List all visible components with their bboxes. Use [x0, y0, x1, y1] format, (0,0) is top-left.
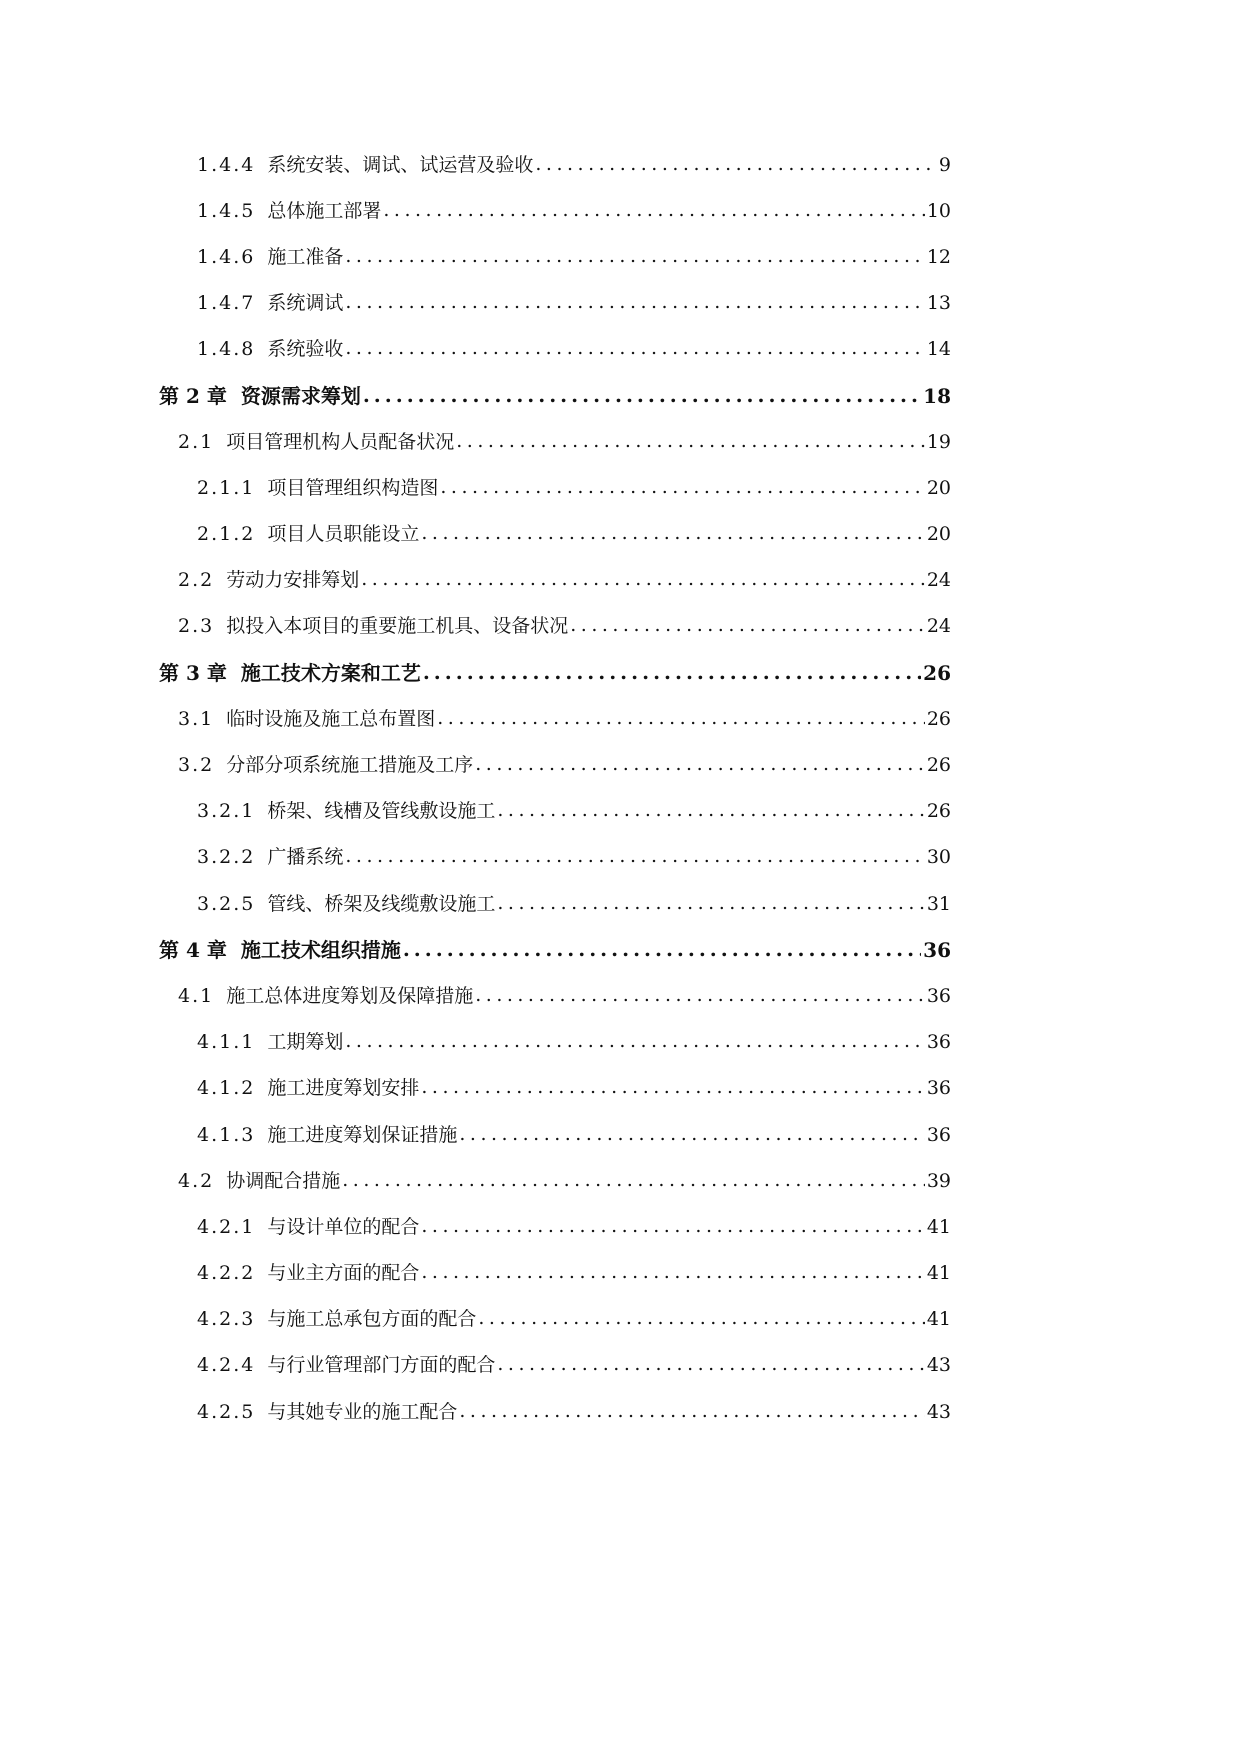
toc-entry-title: 拟投入本项目的重要施工机具、设备状况: [226, 615, 569, 638]
toc-dot-leader: [342, 1169, 925, 1191]
toc-dot-leader: [345, 245, 924, 267]
toc-entry[interactable]: [0, 279, 1103, 325]
toc-dot-leader: [363, 383, 921, 407]
toc-entry-title: 资源需求筹划: [240, 383, 361, 408]
toc-entry-page: 19: [926, 430, 951, 453]
toc-entry-page: 24: [926, 615, 951, 638]
toc-entry-title: 管线、桥架及线缆敷设施工: [267, 892, 496, 915]
toc-entry-number: 4.2.3: [197, 1308, 256, 1331]
toc-entry-title: 系统安装、调试、试运营及验收: [267, 153, 534, 176]
toc-entry-title: 临时设施及施工总布置图: [226, 707, 436, 730]
toc-entry-page: 13: [926, 292, 951, 315]
toc-entry-title: 与其她专业的施工配合: [267, 1400, 458, 1423]
toc-entry-number: 第 2 章: [159, 383, 227, 408]
toc-entry-number: 1.4.6: [197, 245, 256, 268]
toc-dot-leader: [361, 568, 925, 590]
toc-dot-leader: [497, 799, 924, 821]
toc-dot-leader: [570, 614, 925, 636]
toc-entry-title: 广播系统: [267, 846, 344, 869]
toc-entry-page: 20: [926, 523, 951, 546]
toc-entry-page: 36: [926, 984, 951, 1007]
toc-entry-page: 41: [926, 1308, 951, 1331]
toc-entry-page: 30: [926, 846, 951, 869]
toc-dot-leader: [403, 937, 921, 961]
toc-entry-title: 系统验收: [267, 338, 344, 361]
toc-entry-number: 1.4.5: [197, 199, 256, 222]
toc-entry-number: 3.1: [178, 707, 215, 730]
toc-entry-title: 施工技术方案和工艺: [240, 660, 421, 685]
toc-entry-page: 26: [926, 707, 951, 730]
toc-entry[interactable]: [0, 463, 1103, 509]
toc-dot-leader: [437, 707, 925, 729]
toc-dot-leader: [535, 153, 937, 175]
toc-entry-page: 12: [926, 245, 951, 268]
toc-entry-title: 项目管理组织构造图: [267, 476, 439, 499]
toc-entry-title: 施工技术组织措施: [240, 937, 401, 962]
toc-entry-page: 36: [923, 937, 951, 962]
toc-entry-page: 43: [926, 1354, 951, 1377]
toc-entry-page: 9: [938, 153, 951, 176]
toc-entry[interactable]: [0, 833, 1103, 879]
toc-entry-title: 与施工总承包方面的配合: [267, 1308, 477, 1331]
toc-dot-leader: [421, 1076, 924, 1098]
toc-section-entry[interactable]: [0, 1156, 1103, 1202]
toc-entry[interactable]: [0, 879, 1103, 925]
toc-entry-number: 1.4.7: [197, 292, 256, 315]
toc-entry-title: 项目管理机构人员配备状况: [226, 430, 455, 453]
toc-entry-number: 2.2: [178, 569, 215, 592]
toc-entry[interactable]: [0, 1018, 1103, 1064]
toc-entry-title: 工期筹划: [267, 1031, 344, 1054]
toc-entry-number: 第 3 章: [159, 660, 227, 685]
toc-entry-number: 3.2.2: [197, 846, 256, 869]
toc-chapter-entry[interactable]: [0, 371, 1103, 417]
toc-entry-number: 4.2.1: [197, 1215, 256, 1238]
toc-entry-page: 36: [926, 1031, 951, 1054]
toc-entry[interactable]: [0, 1249, 1103, 1295]
toc-dot-leader: [345, 1030, 924, 1052]
toc-entry-title: 与行业管理部门方面的配合: [267, 1354, 496, 1377]
toc-section-entry[interactable]: [0, 602, 1103, 648]
toc-dot-leader: [456, 430, 925, 452]
toc-entry-number: 4.2.5: [197, 1400, 256, 1423]
toc-entry-title: 协调配合措施: [226, 1169, 341, 1192]
toc-entry-number: 4.1.3: [197, 1123, 256, 1146]
toc-entry-number: 4.2: [178, 1169, 215, 1192]
toc-dot-leader: [459, 1123, 924, 1145]
table-of-contents: [0, 140, 1103, 1433]
toc-entry[interactable]: [0, 510, 1103, 556]
toc-entry-page: 36: [926, 1077, 951, 1100]
toc-dot-leader: [383, 199, 924, 221]
toc-entry-number: 2.1: [178, 430, 215, 453]
toc-entry-number: 4.1.1: [197, 1031, 256, 1054]
toc-entry-number: 第 4 章: [159, 937, 227, 962]
toc-entry[interactable]: [0, 1387, 1103, 1433]
toc-entry-page: 24: [926, 569, 951, 592]
toc-dot-leader: [421, 1215, 924, 1237]
toc-entry-page: 26: [926, 754, 951, 777]
toc-entry-page: 39: [926, 1169, 951, 1192]
toc-entry-page: 18: [923, 383, 951, 408]
toc-section-entry[interactable]: [0, 694, 1103, 740]
toc-entry-page: 26: [926, 800, 951, 823]
toc-section-entry[interactable]: [0, 556, 1103, 602]
toc-chapter-entry[interactable]: [0, 925, 1103, 971]
toc-entry[interactable]: [0, 232, 1103, 278]
toc-entry-number: 2.3: [178, 615, 215, 638]
toc-entry-number: 4.1: [178, 984, 215, 1007]
toc-entry-title: 项目人员职能设立: [267, 523, 420, 546]
toc-section-entry[interactable]: [0, 417, 1103, 463]
toc-entry-number: 1.4.4: [197, 153, 256, 176]
toc-entry-title: 与业主方面的配合: [267, 1262, 420, 1285]
toc-entry-page: 14: [926, 338, 951, 361]
toc-entry-page: 36: [926, 1123, 951, 1146]
toc-entry[interactable]: [0, 1064, 1103, 1110]
toc-entry-title: 分部分项系统施工措施及工序: [226, 754, 474, 777]
toc-dot-leader: [459, 1400, 924, 1422]
toc-entry-title: 施工进度筹划保证措施: [267, 1123, 458, 1146]
toc-entry-page: 41: [926, 1215, 951, 1238]
toc-entry-title: 与设计单位的配合: [267, 1215, 420, 1238]
toc-entry-page: 43: [926, 1400, 951, 1423]
toc-entry[interactable]: [0, 1341, 1103, 1387]
toc-entry-title: 桥架、线槽及管线敷设施工: [267, 800, 496, 823]
toc-entry[interactable]: [0, 1295, 1103, 1341]
toc-dot-leader: [345, 291, 924, 313]
toc-entry-number: 4.2.2: [197, 1262, 256, 1285]
toc-entry[interactable]: [0, 325, 1103, 371]
toc-dot-leader: [475, 984, 925, 1006]
toc-entry-page: 31: [926, 892, 951, 915]
toc-entry-number: 3.2: [178, 754, 215, 777]
toc-entry-number: 2.1.2: [197, 523, 256, 546]
toc-dot-leader: [345, 845, 924, 867]
toc-dot-leader: [478, 1307, 924, 1329]
toc-entry-title: 施工总体进度筹划及保障措施: [226, 984, 474, 1007]
toc-dot-leader: [421, 1261, 924, 1283]
toc-entry[interactable]: [0, 140, 1103, 186]
toc-section-entry[interactable]: [0, 971, 1103, 1017]
toc-dot-leader: [440, 476, 924, 498]
toc-entry-page: 20: [926, 476, 951, 499]
toc-dot-leader: [497, 892, 924, 914]
toc-dot-leader: [423, 660, 921, 684]
toc-dot-leader: [475, 753, 925, 775]
toc-dot-leader: [497, 1353, 924, 1375]
toc-section-entry[interactable]: [0, 740, 1103, 786]
toc-entry-title: 劳动力安排筹划: [226, 569, 360, 592]
toc-dot-leader: [345, 337, 924, 359]
toc-entry[interactable]: [0, 787, 1103, 833]
toc-entry-number: 3.2.1: [197, 800, 256, 823]
toc-entry-title: 施工进度筹划安排: [267, 1077, 420, 1100]
toc-entry-title: 系统调试: [267, 292, 344, 315]
toc-chapter-entry[interactable]: [0, 648, 1103, 694]
toc-dot-leader: [421, 522, 924, 544]
toc-entry[interactable]: [0, 1202, 1103, 1248]
toc-entry-number: 3.2.5: [197, 892, 256, 915]
toc-entry-page: 10: [926, 199, 951, 222]
toc-entry-number: 4.1.2: [197, 1077, 256, 1100]
toc-entry-number: 2.1.1: [197, 476, 256, 499]
toc-entry-title: 总体施工部署: [267, 199, 382, 222]
toc-entry-title: 施工准备: [267, 245, 344, 268]
toc-entry-number: 1.4.8: [197, 338, 256, 361]
toc-entry-page: 26: [923, 660, 951, 685]
toc-entry-number: 4.2.4: [197, 1354, 256, 1377]
toc-entry[interactable]: [0, 186, 1103, 232]
toc-entry[interactable]: [0, 1110, 1103, 1156]
toc-entry-page: 41: [926, 1262, 951, 1285]
